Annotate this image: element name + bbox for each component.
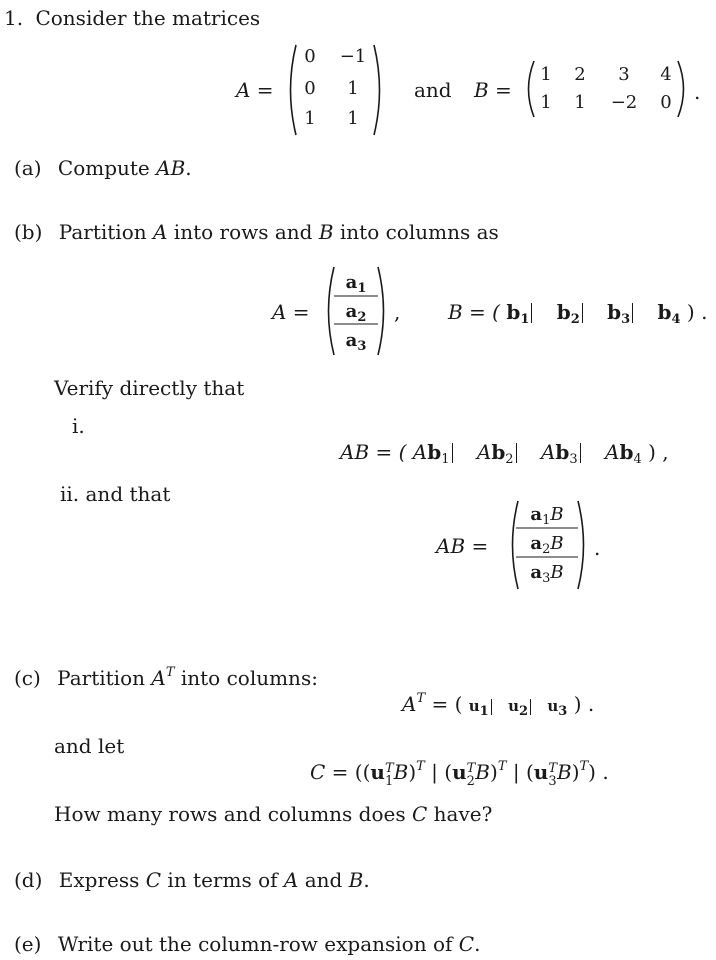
item-ii-label: ii. and that bbox=[60, 482, 171, 506]
part-a-text: Compute bbox=[57, 156, 150, 180]
identity-ii-period: . bbox=[594, 536, 601, 560]
part-a-period: . bbox=[185, 156, 192, 180]
matrix-b-left-paren bbox=[522, 60, 536, 118]
matrix-a-cell: 0 bbox=[304, 46, 316, 67]
c-question: How many rows and columns does C have? bbox=[54, 802, 493, 826]
row-vector: $a_2$ bbox=[345, 301, 367, 325]
row-vector: $a_1$ bbox=[345, 272, 367, 296]
part-c-text-1: Partition bbox=[57, 666, 146, 690]
part-d-label: (d) bbox=[14, 868, 43, 892]
part-b-text-1: Partition bbox=[58, 220, 147, 244]
part-e-label: (e) bbox=[14, 932, 42, 956]
matrix-a-left-paren bbox=[284, 44, 298, 136]
matrix-a-cell: 1 bbox=[347, 78, 359, 99]
problem-intro: Consider the matrices bbox=[35, 6, 261, 30]
matrix-a-cell: 0 bbox=[304, 78, 316, 99]
matrix-a-cell: 1 bbox=[347, 108, 359, 129]
part-c-label: (c) bbox=[14, 666, 41, 690]
part-d: (d) Express C in terms of A and B. bbox=[14, 868, 370, 892]
part-a bbox=[14, 158, 192, 178]
column-partition-b: B = ( $b_1$ $b_2$ $b_3$ $b_4$ ) . bbox=[448, 300, 708, 327]
matrix-b-cell: 0 bbox=[660, 92, 672, 113]
row-dividers bbox=[334, 294, 378, 328]
matrix-b-cell: 1 bbox=[540, 64, 552, 85]
matrix-b-cell: 4 bbox=[660, 64, 672, 85]
part-b-intro bbox=[14, 222, 499, 242]
part-b-label: (b) bbox=[14, 220, 43, 244]
item-i-label: i. bbox=[72, 414, 85, 438]
matrix-b-right-paren bbox=[676, 60, 690, 118]
part-a-label: (a) bbox=[14, 156, 42, 180]
part-c-intro: (c) Partition $A^T$ into columns: bbox=[14, 665, 318, 690]
matrix-b-period: . bbox=[694, 80, 701, 104]
row-vector: $a_3$ bbox=[345, 330, 367, 354]
problem-header bbox=[4, 8, 260, 28]
identity-i: AB = ( $Ab_1$ $Ab_2$ $Ab_3$ $Ab_4$ ) , bbox=[340, 440, 669, 467]
and-let-text: and let bbox=[54, 734, 125, 758]
problem-number: 1. bbox=[4, 6, 24, 30]
row-product: $a_3B$ bbox=[530, 562, 564, 586]
matrix-b-cell: 3 bbox=[618, 64, 630, 85]
matrix-b-cell: 2 bbox=[574, 64, 586, 85]
c-definition: C = ((u T 1 B)$^T$ | (u T 2 B)$^T$ | (u T 3 B)$^T$) . bbox=[310, 759, 609, 789]
matrix-b-cell: 1 bbox=[540, 92, 552, 113]
at-partition: $A^T$ = ( u1 u2 u3 ) . bbox=[402, 691, 595, 719]
row-product: $a_1B$ bbox=[530, 504, 564, 528]
row-product: $a_2B$ bbox=[530, 533, 564, 557]
part-e: (e) Write out the column-row expansion of C. bbox=[14, 932, 481, 956]
identity-ii-right-paren bbox=[576, 500, 590, 590]
matrix-b-cell: 1 bbox=[574, 92, 586, 113]
part-b-text-3: into columns as bbox=[339, 220, 499, 244]
and-word: and bbox=[414, 78, 452, 102]
part-b-text-2: into rows and bbox=[173, 220, 313, 244]
part-a-expr: AB bbox=[156, 156, 186, 180]
part-b-comma: , bbox=[394, 300, 401, 324]
matrix-a-label: A = bbox=[236, 78, 274, 102]
part-b-a: A bbox=[152, 220, 168, 244]
identity-ii-lhs: AB = bbox=[436, 534, 489, 558]
matrix-b-label: B = bbox=[474, 78, 512, 102]
row-product-dividers bbox=[516, 527, 578, 561]
matrix-a-cell: −1 bbox=[339, 46, 367, 67]
matrix-a-right-paren bbox=[372, 44, 386, 136]
verify-text: Verify directly that bbox=[54, 376, 245, 400]
matrix-b-cell: −2 bbox=[610, 92, 638, 113]
matrix-a-cell: 1 bbox=[304, 108, 316, 129]
part-b-b: B bbox=[318, 220, 334, 244]
row-partition-right-paren bbox=[376, 266, 390, 356]
part-c-text-2: into columns: bbox=[180, 666, 318, 690]
part-b-a-eq: A = bbox=[272, 300, 310, 324]
